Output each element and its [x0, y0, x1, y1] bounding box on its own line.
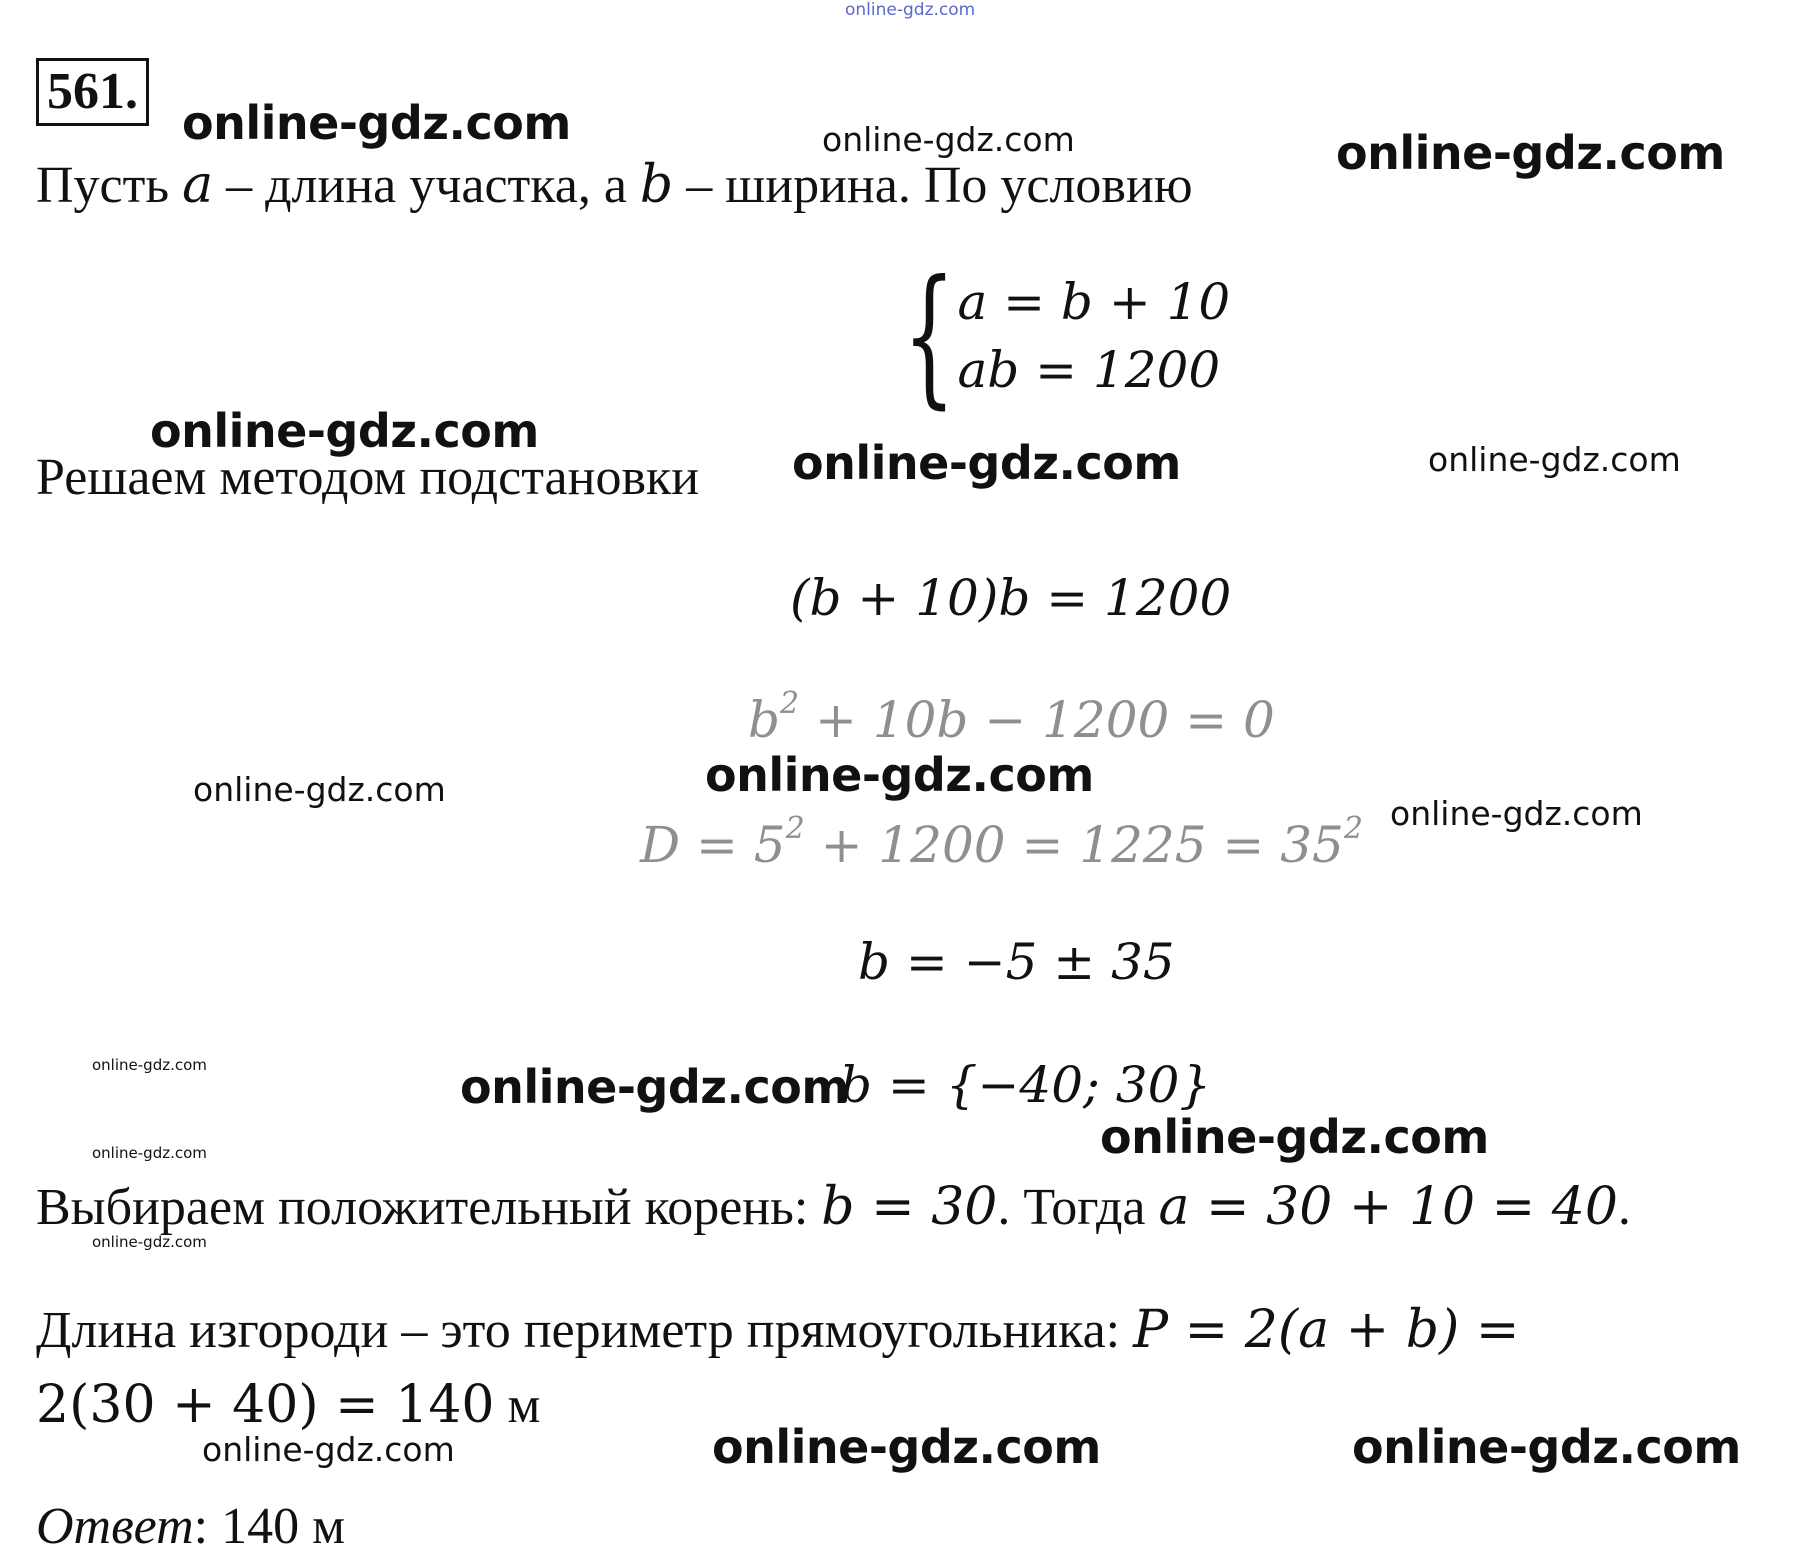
equation-5: b = {−40; 30}: [840, 1056, 1212, 1114]
watermark-8: online-gdz.com: [705, 748, 1094, 802]
watermark-12: online-gdz.com: [1100, 1110, 1489, 1164]
perimeter-result: [36, 1375, 540, 1436]
watermark-11: online-gdz.com: [460, 1060, 849, 1114]
perimeter-formula: P = 2(a + b) =: [1133, 1300, 1520, 1360]
watermark-17: online-gdz.com: [1352, 1420, 1741, 1474]
perimeter-unit: м: [494, 1377, 541, 1434]
eq3-mid: + 1200 = 1225 = 35: [804, 816, 1344, 874]
watermark-7: online-gdz.com: [193, 770, 446, 809]
watermark-10: online-gdz.com: [92, 1056, 207, 1074]
intro-text-3: – ширина. По условию: [673, 157, 1193, 214]
eq3-lhs: D = 5: [640, 816, 786, 874]
eq2-rest: + 10b − 1200 = 0: [799, 691, 1275, 749]
watermark-top: online-gdz.com: [845, 0, 976, 20]
perimeter-sentence: [36, 1300, 1519, 1361]
equation-system: [860, 249, 1231, 423]
eq2-exp: 2: [780, 686, 800, 721]
equation-2: [748, 686, 1275, 750]
system-row-2: ab = 1200: [957, 341, 1221, 399]
eq3-exp2: 2: [1343, 811, 1363, 846]
answer-label: Ответ: [36, 1498, 194, 1555]
method-sentence: Решаем методом подстановки: [36, 449, 700, 506]
var-a: a: [182, 155, 214, 215]
equation-4: b = −5 ± 35: [858, 933, 1175, 991]
choose-text-1: Выбираем положительный корень:: [36, 1179, 822, 1236]
watermark-5: online-gdz.com: [792, 436, 1181, 490]
watermark-2: online-gdz.com: [822, 120, 1075, 159]
system-brace: {: [902, 249, 956, 423]
intro-text-2: – длина участка, а: [213, 157, 640, 214]
equation-1: (b + 10)b = 1200: [790, 569, 1232, 627]
choose-math-2: a = 30 + 10 = 40: [1158, 1177, 1618, 1237]
watermark-4: online-gdz.com: [150, 404, 539, 458]
watermark-9: online-gdz.com: [1390, 794, 1643, 833]
intro-text-1: Пусть: [36, 157, 183, 214]
answer-text: : 140 м: [193, 1498, 345, 1555]
watermark-6: online-gdz.com: [1428, 440, 1681, 479]
choose-text-3: .: [1617, 1179, 1631, 1236]
problem-number: 561.: [36, 58, 149, 126]
perimeter-text: Длина изгороди – это периметр прямоугольника:: [36, 1302, 1134, 1359]
watermark-15: online-gdz.com: [202, 1430, 455, 1469]
choose-root-sentence: [36, 1177, 1631, 1238]
intro-sentence: [36, 155, 1193, 216]
watermark-16: online-gdz.com: [712, 1420, 1101, 1474]
system-row-1: a = b + 10: [957, 273, 1231, 331]
answer-line: [36, 1497, 345, 1557]
watermark-13: online-gdz.com: [92, 1144, 207, 1162]
var-b: b: [639, 155, 674, 215]
eq2-base: b: [748, 691, 781, 749]
perimeter-value: 2(30 + 40) = 140: [36, 1375, 495, 1435]
equation-3: [640, 811, 1363, 875]
choose-math-1: b = 30: [821, 1177, 998, 1237]
watermark-1: online-gdz.com: [182, 96, 571, 150]
watermark-14: online-gdz.com: [92, 1233, 207, 1251]
eq3-exp1: 2: [785, 811, 805, 846]
choose-text-2: . Тогда: [997, 1179, 1159, 1236]
watermark-3: online-gdz.com: [1336, 126, 1725, 180]
